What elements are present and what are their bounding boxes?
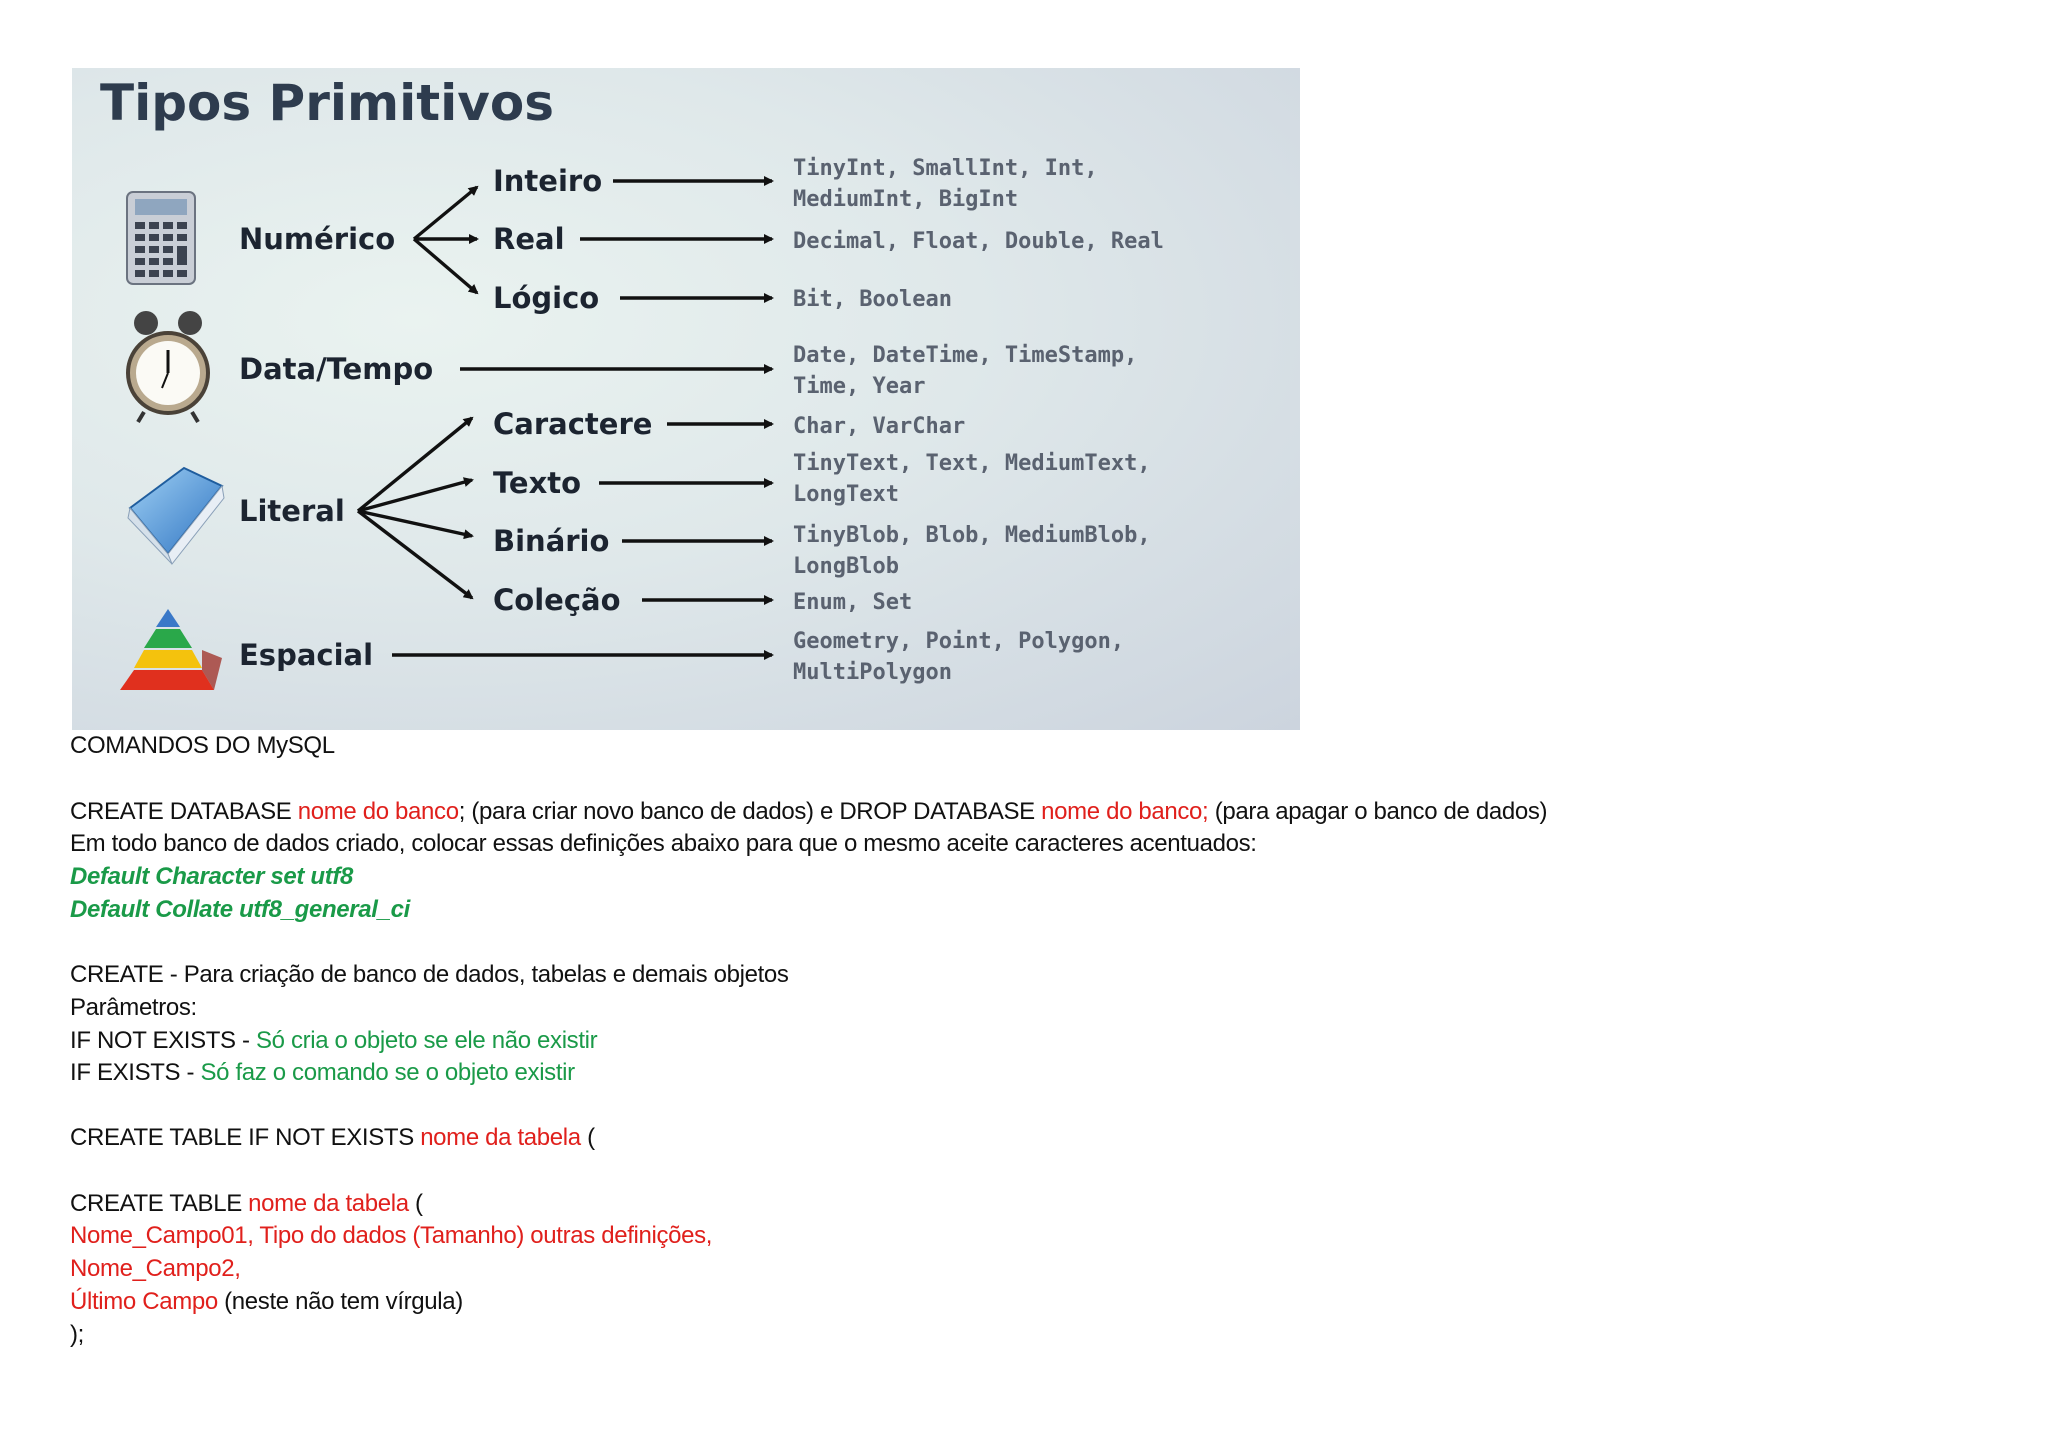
category-literal: Literal	[239, 494, 345, 528]
category-data-tempo: Data/Tempo	[239, 352, 434, 386]
types-binario-line2: LongBlob	[793, 554, 899, 579]
sub-logico: Lógico	[493, 281, 600, 315]
open-paren-2: (	[408, 1190, 423, 1217]
pyramid-icon	[120, 609, 222, 690]
sub-binario: Binário	[493, 524, 610, 558]
default-charset-line: Default Character set utf8	[70, 863, 353, 890]
charset-instruction: Em todo banco de dados criado, colocar essas definições abaixo para que o mesmo aceite caracteres acentuados:	[70, 830, 1257, 857]
sub-inteiro: Inteiro	[493, 164, 603, 198]
tipos-primitivos-diagram	[72, 68, 1300, 730]
placeholder-nome-tabela-2: nome da tabela	[248, 1190, 409, 1217]
default-collate-line: Default Collate utf8_general_ci	[70, 896, 410, 923]
types-colecao: Enum, Set	[793, 590, 913, 615]
alarm-clock-icon	[128, 311, 208, 422]
create-table-line	[70, 1189, 423, 1219]
types-inteiro-line1: TinyInt, SmallInt, Int,	[793, 156, 1098, 181]
last-field-name: Último Campo	[70, 1288, 218, 1315]
diagram-title: Tipos Primitivos	[100, 74, 554, 132]
sub-caractere: Caractere	[493, 407, 653, 441]
types-real: Decimal, Float, Double, Real	[793, 229, 1164, 254]
if-not-exists-line	[70, 1026, 597, 1056]
types-data-line1: Date, DateTime, TimeStamp,	[793, 343, 1138, 368]
close-statement: );	[70, 1321, 84, 1348]
open-paren: (	[580, 1124, 595, 1151]
types-logico: Bit, Boolean	[793, 287, 952, 312]
create-drop-database-line	[70, 797, 1547, 827]
if-exists-cmd: IF EXISTS -	[70, 1059, 201, 1086]
category-numerico: Numérico	[239, 222, 396, 256]
diagram-canvas	[72, 68, 1300, 730]
create-db-desc: ; (para criar novo banco de dados) e DROP DATABASE	[458, 798, 1042, 825]
create-description: CREATE - Para criação de banco de dados, tabelas e demais objetos	[70, 961, 789, 988]
types-espacial-line2: MultiPolygon	[793, 660, 952, 685]
parametros-label: Parâmetros:	[70, 994, 197, 1021]
sub-colecao: Coleção	[493, 583, 621, 617]
category-espacial: Espacial	[239, 638, 374, 672]
cmd-create-database: CREATE DATABASE	[70, 798, 298, 825]
numerico-branch-arrows	[414, 187, 477, 293]
create-table-if-not-exists-line	[70, 1123, 595, 1153]
types-texto-line2: LongText	[793, 482, 899, 507]
types-espacial-line1: Geometry, Point, Polygon,	[793, 629, 1125, 654]
types-binario-line1: TinyBlob, Blob, MediumBlob,	[793, 523, 1151, 548]
calculator-icon	[127, 192, 195, 284]
placeholder-nome-tabela: nome da tabela	[420, 1124, 581, 1151]
if-exists-line	[70, 1058, 575, 1088]
doc-heading: COMANDOS DO MySQL	[70, 732, 335, 759]
types-inteiro-line2: MediumInt, BigInt	[793, 187, 1019, 212]
sub-real: Real	[493, 222, 565, 256]
last-field-note: (neste não tem vírgula)	[217, 1288, 463, 1315]
types-texto-line1: TinyText, Text, MediumText,	[793, 451, 1151, 476]
types-data-line2: Time, Year	[793, 374, 926, 399]
drop-db-desc: (para apagar o banco de dados)	[1208, 798, 1548, 825]
book-icon	[128, 468, 224, 564]
types-caractere: Char, VarChar	[793, 414, 966, 439]
field-line-1: Nome_Campo01, Tipo do dados (Tamanho) outras definições,	[70, 1222, 713, 1249]
field-line-2: Nome_Campo2,	[70, 1255, 241, 1282]
placeholder-nome-banco: nome do banco	[297, 798, 459, 825]
create-table-if-not-exists-cmd: CREATE TABLE IF NOT EXISTS	[70, 1124, 421, 1151]
create-table-cmd: CREATE TABLE	[70, 1190, 249, 1217]
placeholder-nome-banco-drop: nome do banco;	[1041, 798, 1209, 825]
literal-branch-arrows	[358, 418, 472, 598]
if-not-exists-cmd: IF NOT EXISTS -	[70, 1027, 256, 1054]
if-exists-desc: Só faz o comando se o objeto existir	[200, 1059, 575, 1086]
if-not-exists-desc: Só cria o objeto se ele não existir	[255, 1027, 598, 1054]
sub-texto: Texto	[493, 466, 582, 500]
last-field-line	[70, 1287, 463, 1317]
